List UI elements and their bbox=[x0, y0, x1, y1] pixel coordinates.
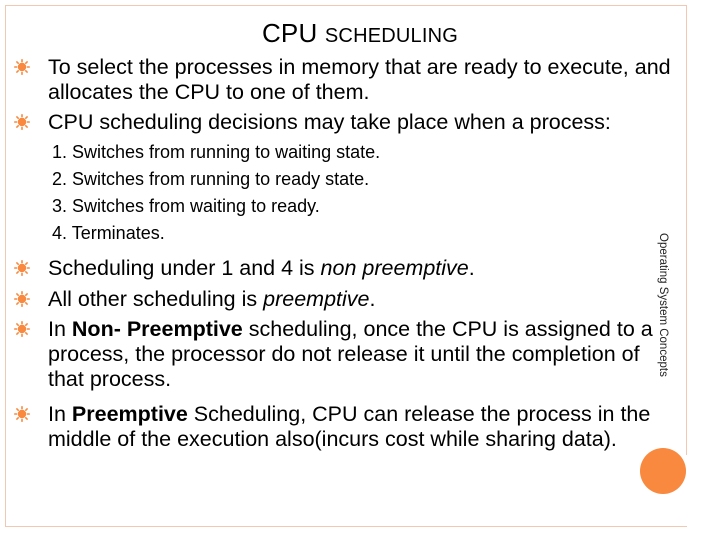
bullet-non-preemptive-definition bbox=[14, 317, 674, 392]
strong-term: Preemptive bbox=[71, 402, 188, 426]
sun-bullet-icon bbox=[14, 260, 30, 276]
sub-item: 1. Switches from running to waiting state. bbox=[52, 142, 381, 162]
sun-bullet-icon bbox=[14, 406, 30, 422]
sub-list bbox=[52, 139, 380, 247]
side-footer-label: Operating System Concepts bbox=[657, 233, 669, 377]
text: In bbox=[48, 402, 72, 426]
text: Scheduling under 1 and 4 is bbox=[48, 256, 321, 280]
bullet-text: CPU scheduling decisions may take place when a process: bbox=[48, 110, 611, 134]
strong-term: Non- Preemptive bbox=[71, 317, 243, 341]
sub-item: 4. Terminates. bbox=[52, 223, 165, 243]
title-rest: SCHEDULING bbox=[324, 25, 459, 47]
slide-frame-right-edge bbox=[686, 5, 687, 455]
bullet-preemptive-definition bbox=[14, 402, 674, 452]
text: All other scheduling is bbox=[48, 287, 264, 311]
bullet-non-preemptive bbox=[14, 256, 674, 281]
orange-circle-decoration bbox=[640, 448, 686, 494]
slide-title bbox=[0, 18, 720, 49]
text: In bbox=[48, 317, 72, 341]
bullet-preemptive bbox=[14, 287, 674, 312]
sun-bullet-icon bbox=[14, 114, 30, 130]
emphasis: preemptive bbox=[263, 287, 370, 311]
bullet-decisions bbox=[14, 110, 674, 135]
text: Scheduling, CPU can release the process in the middle of the execution also(incurs cost while sharing data). bbox=[48, 402, 651, 451]
bullet-text: To select the processes in memory that are ready to execute, and allocates the CPU to one of them. bbox=[48, 55, 671, 104]
sub-item: 2. Switches from running to ready state. bbox=[52, 169, 370, 189]
sun-bullet-icon bbox=[14, 59, 30, 75]
sun-bullet-icon bbox=[14, 291, 30, 307]
emphasis: non preemptive bbox=[320, 256, 469, 280]
text: scheduling, once the CPU is assigned to a process, the processor do not release it until the completion of that process. bbox=[48, 317, 653, 391]
sub-item: 3. Switches from waiting to ready. bbox=[52, 196, 320, 216]
title-main: CPU bbox=[261, 18, 318, 48]
text: . bbox=[468, 256, 475, 280]
bullet-purpose bbox=[14, 55, 674, 105]
sun-bullet-icon bbox=[14, 321, 30, 337]
text: . bbox=[369, 287, 376, 311]
